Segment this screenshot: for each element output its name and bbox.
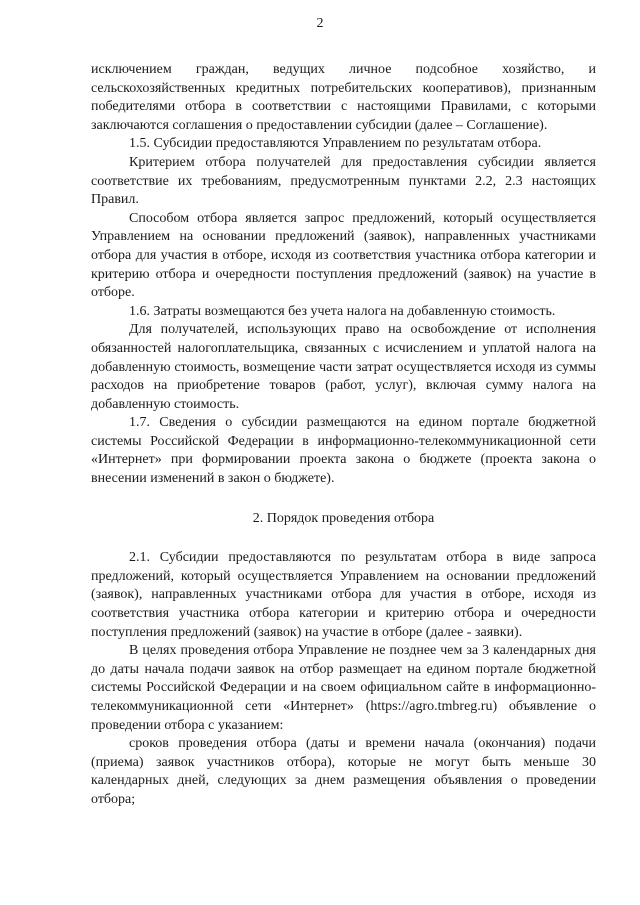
paragraph: Критерием отбора получателей для предоставления субсидии является соответствие их требованиям, предусмотренным пунктами 2.2, 2.3 настоящих Правил. [91, 154, 596, 208]
paragraph: Для получателей, использующих право на освобождение от исполнения обязанностей налогоплательщика, связанных с исчислением и уплатой налога на добавленную стоимость, возмещение части затрат осуществляется исходя из суммы расходов на приобретение товаров (работ, услуг), включая сумму налога на добавленную стоимость. [91, 322, 596, 412]
paragraph: сроков проведения отбора (даты и времени начала (окончания) подачи (приема) заявок участников отбора), которые не могут быть меньше 30 календарных дней, следующих за днем размещения объявления о проведении отбора; [91, 736, 596, 807]
paragraph: 1.7. Сведения о субсидии размещаются на едином портале бюджетной системы Российской Федерации в информационно-телекоммуникационной сети «Интернет» при формировании проекта закона о бюджете (проекта закона о внесении изменений в закон о бюджете). [91, 415, 596, 487]
paragraph: 1.6. Затраты возмещаются без учета налога на добавленную стоимость. [129, 303, 556, 319]
section-heading: 2. Порядок проведения отбора [252, 510, 435, 526]
paragraph: исключением граждан, ведущих личное подсобное хозяйство, и сельскохозяйственных кредитных потребительских кооперативов), признанным победителями отбора в соответствии с настоящими Правилами, с которыми заключаются соглашения о предоставлении субсидии (далее – Соглашение). [91, 62, 596, 133]
paragraph: 1.5. Субсидии предоставляются Управлением по результатам отбора. [129, 136, 542, 152]
paragraph: 2.1. Субсидии предоставляются по результатам отбора в виде запроса предложений, который осуществляется Управлением на основании предложений (заявок), направленных участниками отбора для участия в отборе, исходя из соответствия участника отбора категории и критерию отбора и очередности поступления предложений (заявок) на участие в отборе (далее - заявки). [91, 550, 596, 640]
paragraph: В целях проведения отбора Управление не позднее чем за 3 календарных дня до даты начала подачи заявок на отбор размещает на едином портале бюджетной системы Российской Федерации и на своем официальном сайте в информационно-телекоммуникационной сети «Интернет» (https://agro.tmbreg.ru) объявление о проведении отбора с указанием: [91, 643, 596, 733]
page-number: 2 [316, 16, 324, 31]
paragraph: Способом отбора является запрос предложений, который осуществляется Управлением на основании предложений (заявок), направленных участниками отбора для участия в отборе, исходя из соответствия участника отбора категории и критерию отбора и очередности поступления предложений (заявок) на участие в отборе. [91, 210, 596, 301]
document-body [91, 61, 596, 810]
